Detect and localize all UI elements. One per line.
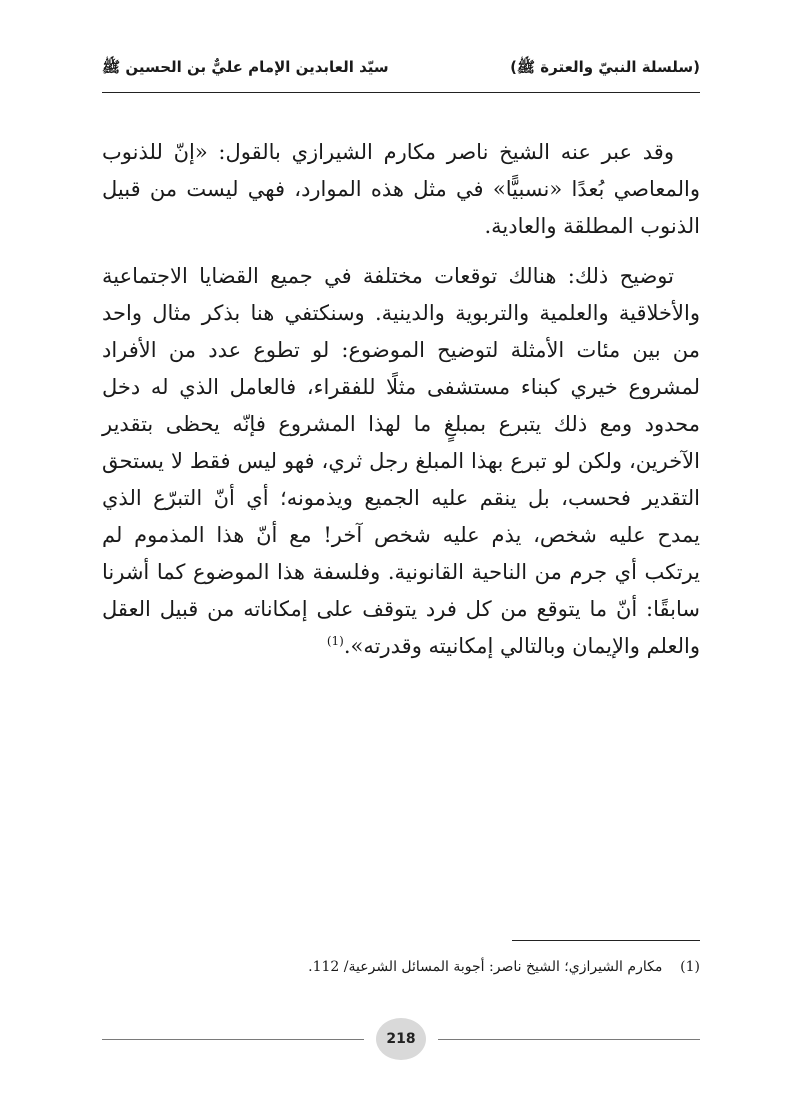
footnote [102, 956, 700, 978]
header-rule [102, 92, 700, 93]
paragraph-text: توضيح ذلك: هنالك توقعات مختلفة في جميع القضايا الاجتماعية والأخلاقية والعلمية والتربوية والدينية. وسنكتفي هنا بذكر مثال واحد من بين مئات الأمثلة لتوضيح الموضوع: لو تطوع عدد من الأفراد لمشروع خيري كبناء مستشفى مثلًا للفقراء، فالعامل الذي له دخل محدود ومع ذلك يتبرع بمبلغٍ ما لهذا المشروع فإنّه يحظى بتقدير الآخرين، ولكن لو تبرع بهذا المبلغ رجل ثري، فهو ليس فقط لا يستحق التقدير فحسب، بل ينقم عليه الجميع ويذمونه؛ أي أنّ التبرّع الذي يمدح عليه شخص، يذم عليه شخص آخر! مع أنّ هذا المذموم لم يرتكب أي جرم من الناحية القانونية. وفلسفة هذا الموضوع كما أشرنا سابقًا: أنّ ما يتوقع من كل فرد يتوقف على إمكاناته من قبيل العقل والعلم والإيمان وبالتالي إمكانيته وقدرته». [102, 264, 700, 658]
footnote-rule [512, 940, 700, 941]
page-number-line-right [438, 1039, 700, 1040]
main-text [102, 134, 700, 678]
footnote-marker: (1) [680, 959, 700, 975]
page-number-area [102, 1018, 700, 1062]
footnote-reference[interactable]: (1) [326, 634, 344, 648]
footnote-text: مكارم الشيرازي؛ الشيخ ناصر: أجوبة المسائل الشرعية/ 112. [308, 959, 663, 975]
book-title: سيّد العابدين الإمام عليٌّ بن الحسين ﷺ [102, 58, 389, 76]
page-number-line-left [102, 1039, 364, 1040]
paragraph [102, 258, 700, 665]
running-header [102, 58, 700, 92]
series-title: (سلسلة النبيّ والعترة ﷺ) [510, 58, 700, 76]
page-number: 218 [376, 1018, 426, 1060]
paragraph: وقد عبر عنه الشيخ ناصر مكارم الشيرازي بالقول: «إنّ للذنوب والمعاصي بُعدًا «نسبيًّا» في مثل هذه الموارد، فهي ليست من قبيل الذنوب المطلقة والعادية. [102, 140, 700, 238]
